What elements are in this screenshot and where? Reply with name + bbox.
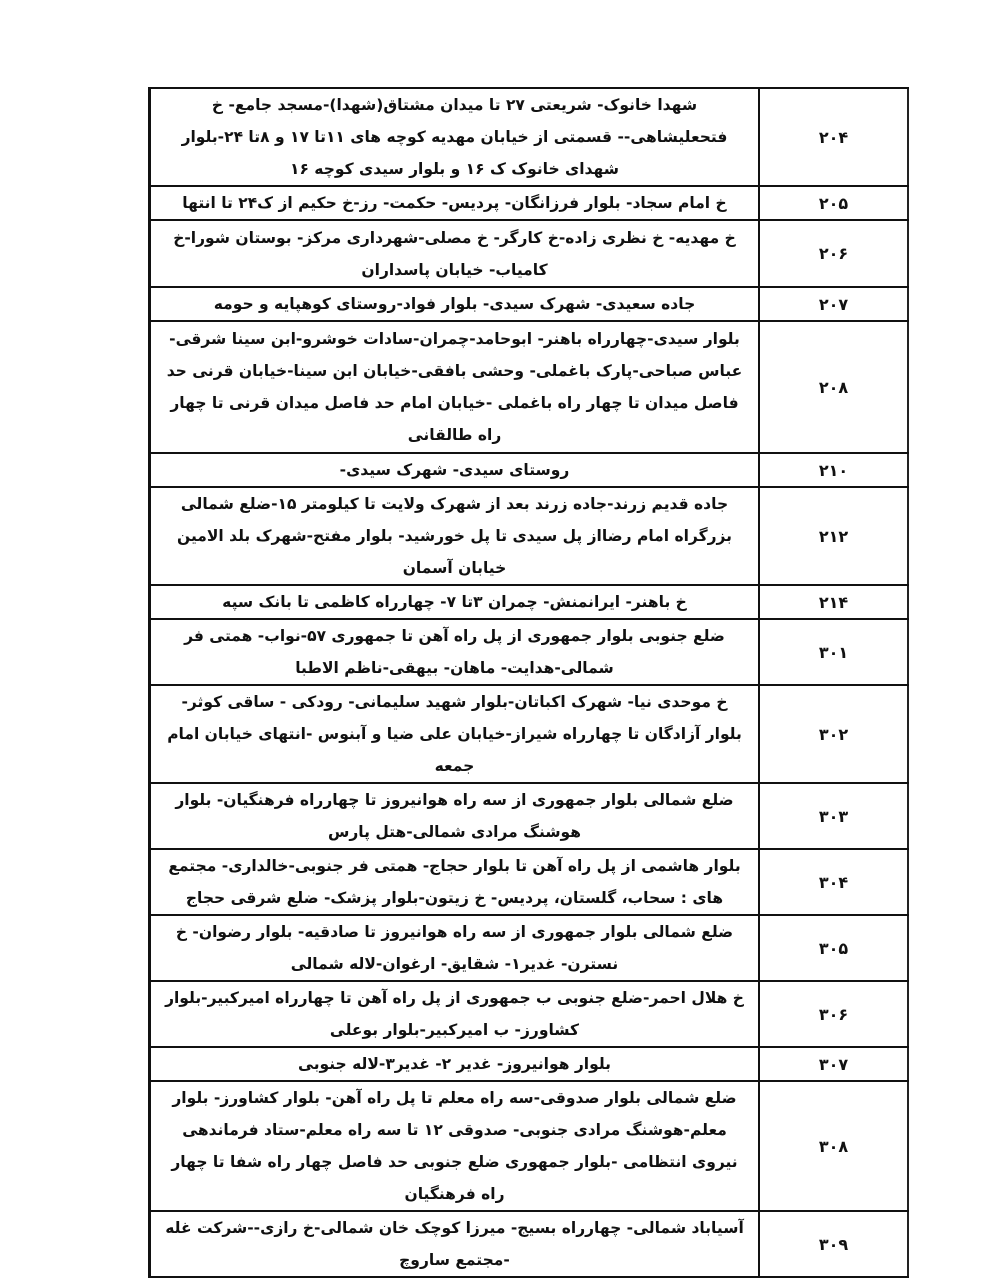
route-code-cell: ۳۰۹ <box>759 1211 908 1277</box>
table-row <box>150 685 909 783</box>
table-row <box>150 321 909 453</box>
route-code-cell: ۲۰۵ <box>759 186 908 220</box>
route-code-cell: ۲۱۴ <box>759 585 908 619</box>
table-row <box>150 88 909 186</box>
route-areas-cell: خ هلال احمر-ضلع جنوبی ب جمهوری از پل راه آهن تا چهارراه امیرکبیر-بلوار کشاورز- ب امیرکبیر-بلوار بوعلی <box>150 981 760 1047</box>
table-row <box>150 783 909 849</box>
table-row <box>150 915 909 981</box>
route-areas-cell: خ مهدیه- خ نظری زاده-خ کارگر- خ مصلی-شهرداری مرکز- بوستان شورا-خ کامیاب- خیابان پاسداران <box>150 220 760 287</box>
route-code-cell: ۲۰۴ <box>759 88 908 186</box>
route-code-cell: ۳۰۸ <box>759 1081 908 1211</box>
route-areas-cell: ضلع شمالی بلوار صدوقی-سه راه معلم تا پل راه آهن- بلوار کشاورز- بلوار معلم-هوشنگ مرادی جنوبی- صدوقی ۱۲ تا سه راه معلم-ستاد فرماندهی نیروی انتظامی -بلوار جمهوری ضلع جنوبی حد فاصل چهار راه شفا تا چهار راه فرهنگیان <box>150 1081 760 1211</box>
route-code-cell: ۳۰۲ <box>759 685 908 783</box>
route-code-cell: ۳۰۷ <box>759 1047 908 1081</box>
route-areas-cell: شهدا خانوک- شریعتی ۲۷ تا میدان مشتاق(شهدا)-مسجد جامع- خ فتحعلیشاهی-- قسمتی از خیابان مهدیه کوچه های ۱۱تا ۱۷ و ۸تا ۲۴-بلوار شهدای خانوک ک ۱۶ و بلوار سیدی کوچه ۱۶ <box>150 88 760 186</box>
table-row <box>150 487 909 585</box>
route-areas-cell: جاده قدیم زرند-جاده زرند بعد از شهرک ولایت تا کیلومتر ۱۵-ضلع شمالی بزرگراه امام رضااز پل سیدی تا پل خورشید- بلوار مفتح-شهرک بلد الامین خیابان آسمان <box>150 487 760 585</box>
table-row <box>150 585 909 619</box>
route-code-cell: ۳۰۱ <box>759 619 908 685</box>
table-row <box>150 619 909 685</box>
route-areas-cell: ضلع شمالی بلوار جمهوری از سه راه هوانیروز تا چهارراه فرهنگیان- بلوار هوشنگ مرادی شمالی-هتل پارس <box>150 783 760 849</box>
table-row <box>150 1081 909 1211</box>
route-areas-cell: آسیاباد شمالی- چهارراه بسیج- میرزا کوچک خان شمالی-خ رازی--شرکت غله -مجتمع ساروچ <box>150 1211 760 1277</box>
table-row <box>150 220 909 287</box>
route-code-cell: ۳۰۶ <box>759 981 908 1047</box>
route-areas-cell: بلوار هاشمی از پل راه آهن تا بلوار حجاج- همتی فر جنوبی-خالداری- مجتمع های : سحاب، گلستان، پردیس- خ زیتون-بلوار پزشک- ضلع شرقی حجاج <box>150 849 760 915</box>
table-row <box>150 1211 909 1277</box>
route-areas-cell: بلوار هوانیروز- غدیر ۲- غدیر۳-لاله جنوبی <box>150 1047 760 1081</box>
table-row <box>150 287 909 321</box>
route-areas-cell: خ موحدی نیا- شهرک اکباتان-بلوار شهید سلیمانی- رودکی - ساقی کوثر- بلوار آزادگان تا چهارراه شیراز-خیابان علی ضیا و آبنوس -انتهای خیابان امام جمعه <box>150 685 760 783</box>
route-areas-cell: خ امام سجاد- بلوار فرزانگان- پردیس- حکمت- رز-خ حکیم از ک۲۴ تا انتها <box>150 186 760 220</box>
table-row <box>150 981 909 1047</box>
route-code-cell: ۲۰۷ <box>759 287 908 321</box>
table-row <box>150 453 909 487</box>
route-code-cell: ۳۰۵ <box>759 915 908 981</box>
route-code-cell: ۲۱۲ <box>759 487 908 585</box>
table-row <box>150 849 909 915</box>
route-code-cell: ۲۰۸ <box>759 321 908 453</box>
route-areas-cell: بلوار سیدی-چهارراه باهنر- ابوحامد-چمران-سادات خوشرو-ابن سینا شرقی-عباس صباحی-پارک باغملی- وحشی بافقی-خیابان ابن سینا-خیابان قرنی حد فاصل میدان تا چهار راه باغملی -خیابان امام حد فاصل میدان قرنی تا چهار راه طالقانی <box>150 321 760 453</box>
routes-table <box>148 87 909 1278</box>
route-code-cell: ۲۱۰ <box>759 453 908 487</box>
route-areas-cell: ضلع جنوبی بلوار جمهوری از پل راه آهن تا جمهوری ۵۷-نواب- همتی فر شمالی-هدایت- ماهان- بیهقی-ناظم الاطبا <box>150 619 760 685</box>
route-code-cell: ۲۰۶ <box>759 220 908 287</box>
table-row <box>150 1047 909 1081</box>
route-code-cell: ۳۰۳ <box>759 783 908 849</box>
route-code-cell: ۳۰۴ <box>759 849 908 915</box>
route-areas-cell: روستای سیدی- شهرک سیدی- <box>150 453 760 487</box>
route-areas-cell: خ باهنر- ایرانمنش- چمران ۳تا ۷- چهارراه کاظمی تا بانک سپه <box>150 585 760 619</box>
route-areas-cell: جاده سعیدی- شهرک سیدی- بلوار فواد-روستای کوهپایه و حومه <box>150 287 760 321</box>
table-row <box>150 186 909 220</box>
route-areas-cell: ضلع شمالی بلوار جمهوری از سه راه هوانیروز تا صادقیه- بلوار رضوان- خ نسترن- غدیر۱- شقایق- ارغوان-لاله شمالی <box>150 915 760 981</box>
